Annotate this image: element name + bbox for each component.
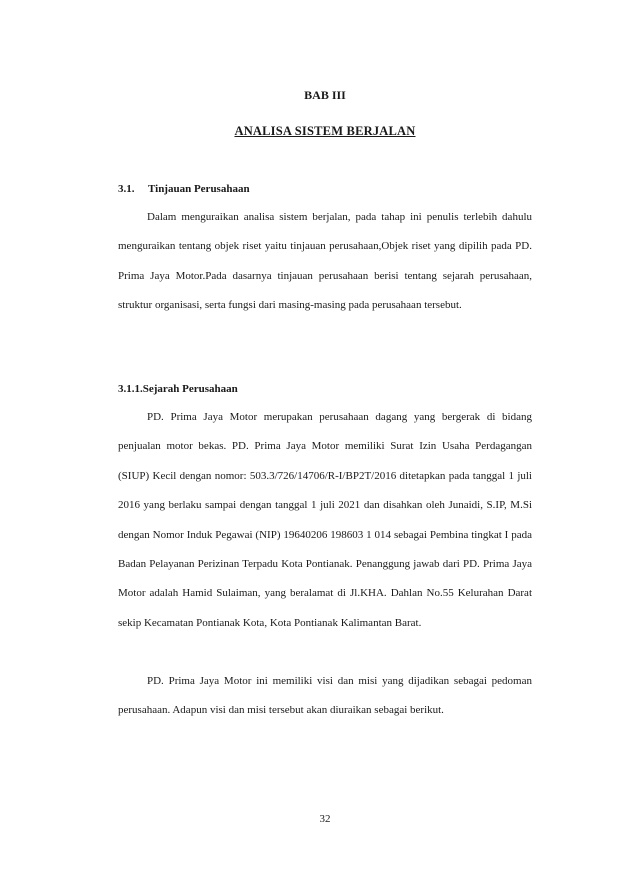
section-title: Tinjauan Perusahaan bbox=[148, 183, 250, 195]
page-number: 32 bbox=[319, 813, 331, 825]
paragraph-tinjauan-perusahaan: Dalam menguraikan analisa sistem berjalan, pada tahap ini penulis terlebih dahulu menguraikan tentang objek riset yaitu tinjauan perusahaan,Objek riset yang dipilih pada PD. Prima Jaya Motor.Pada dasarnya tinjauan perusahaan berisi tentang sejarah perusahaan, struktur organisasi, serta fungsi dari masing-masing pada perusahaan tersebut. bbox=[118, 211, 532, 312]
chapter-label: BAB III bbox=[304, 88, 346, 102]
paragraph-sejarah-1: PD. Prima Jaya Motor merupakan perusahaan dagang yang bergerak di bidang penjualan motor bekas. PD. Prima Jaya Motor memiliki Surat Izin Usaha Perdagangan (SIUP) Kecil dengan nomor: 503.3/726/14706/R-I/BP2T/2016 ditetapkan pada tanggal 1 juli 2016 yang berlaku sampai dengan tanggal 1 juli 2021 dan disahkan oleh Junaidi, S.IP, M.Si dengan Nomor Induk Pegawai (NIP) 19640206 198603 1 014 sebagai Pembina tingkat I pada Badan Pelayanan Perizinan Terpadu Kota Pontianak. Penanggung jawab dari PD. Prima Jaya Motor adalah Hamid Sulaiman, yang beralamat di Jl.KHA. Dahlan No.55 Kelurahan Darat sekip Kecamatan Pontianak Kota, Kota Pontianak Kalimantan Barat. bbox=[118, 411, 532, 629]
section-heading-3-1 bbox=[118, 183, 250, 195]
paragraph-sejarah-2: PD. Prima Jaya Motor ini memiliki visi dan misi yang dijadikan sebagai pedoman perusahaan. Adapun visi dan misi tersebut akan diuraikan sebagai berikut. bbox=[118, 675, 532, 717]
section-number: 3.1. bbox=[118, 183, 135, 195]
chapter-title: ANALISA SISTEM BERJALAN bbox=[234, 124, 416, 138]
section-heading-3-1-1: 3.1.1.Sejarah Perusahaan bbox=[118, 383, 238, 395]
